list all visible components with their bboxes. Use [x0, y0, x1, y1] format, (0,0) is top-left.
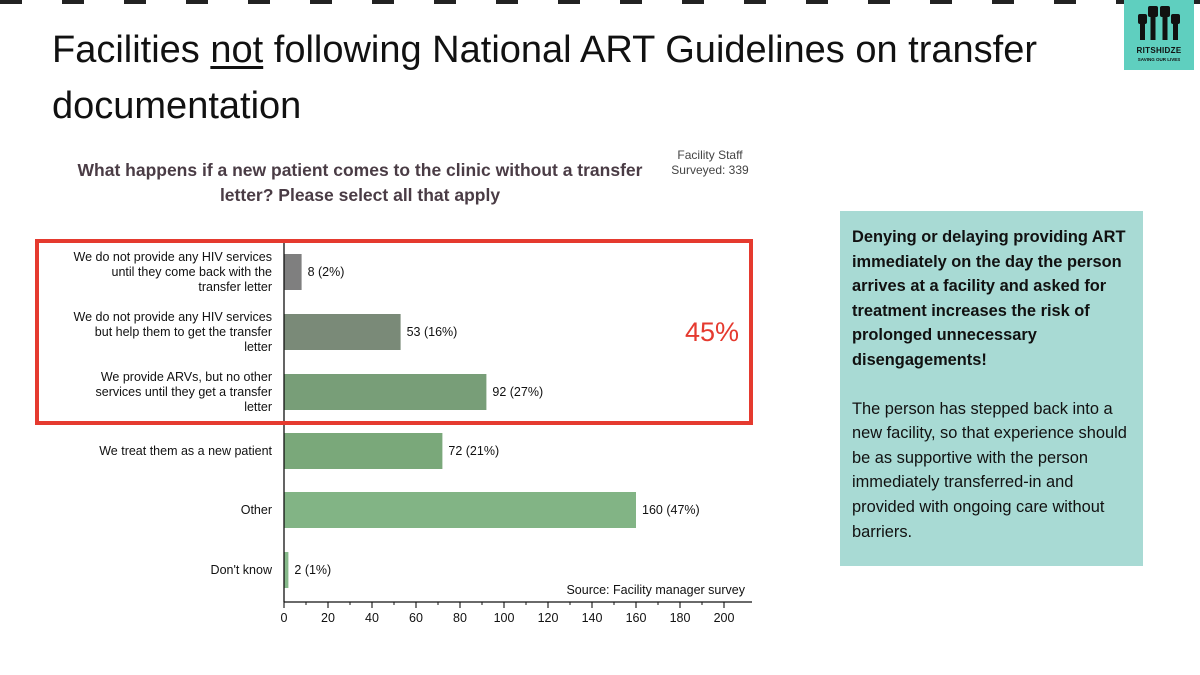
chart-source: Source: Facility manager survey	[566, 583, 745, 597]
key-message-body: The person has stepped back into a new facility, so that experience should be as supportive with the person immediately transferred-in and provided with ongoing care without barriers.	[852, 399, 1127, 541]
category-label-1-2: letter	[244, 340, 272, 354]
bar-4	[284, 492, 636, 528]
category-label-0-2: transfer letter	[198, 280, 272, 294]
category-label-2-1: services until they get a transfer	[95, 385, 272, 399]
category-label-0-0: We do not provide any HIV services	[73, 250, 272, 264]
bar-value-label-1: 53 (16%)	[406, 325, 458, 339]
highlight-percentage: 45%	[684, 317, 740, 347]
bar-2	[284, 374, 486, 410]
x-tick-label-60: 60	[409, 611, 423, 625]
bar-3	[284, 433, 442, 469]
category-label-1-0: We do not provide any HIV services	[73, 310, 272, 324]
x-tick-label-180: 180	[669, 611, 691, 625]
category-label-1-1: but help them to get the transfer	[94, 325, 272, 339]
category-label-4-0: Other	[240, 503, 272, 517]
bar-value-label-0: 8 (2%)	[307, 265, 345, 279]
category-label-3-0: We treat them as a new patient	[99, 444, 272, 458]
title-underlined-word: not	[210, 29, 264, 71]
bar-1	[284, 314, 401, 350]
chart-title: What happens if a new patient comes to the clinic without a transfer letter? Please select all that apply	[77, 160, 643, 205]
bar-value-label-3: 72 (21%)	[448, 444, 500, 458]
x-tick-label-160: 160	[625, 611, 647, 625]
x-tick-label-100: 100	[493, 611, 515, 625]
bar-0	[284, 254, 302, 290]
category-label-5-0: Don't know	[210, 563, 272, 577]
key-message-bold: Denying or delaying providing ART immediately on the day the person arrives at a facility and asked for treatment increases the risk of prolonged unnecessary disengagements!	[852, 228, 1126, 369]
bar-value-label-5: 2 (1%)	[294, 563, 332, 577]
category-label-0-1: until they come back with the	[111, 265, 272, 279]
x-tick-label-40: 40	[365, 611, 379, 625]
x-tick-label-20: 20	[321, 611, 335, 625]
slide-title: Facilities not following National ART Guidelines on transfer documentation	[52, 29, 1038, 127]
logo-tagline: SAVING OUR LIVES	[1137, 57, 1181, 62]
x-tick-label-120: 120	[537, 611, 559, 625]
logo-name: RITSHIDZE	[1136, 46, 1182, 55]
key-message-panel	[840, 211, 1143, 566]
x-tick-label-200: 200	[713, 611, 735, 625]
bar-value-label-2: 92 (27%)	[492, 385, 544, 399]
x-tick-label-0: 0	[280, 611, 288, 625]
bar-5	[284, 552, 288, 588]
x-tick-label-140: 140	[581, 611, 603, 625]
category-label-2-2: letter	[244, 400, 272, 414]
bar-value-label-4: 160 (47%)	[642, 503, 700, 517]
category-label-2-0: We provide ARVs, but no other	[100, 370, 272, 384]
staff-surveyed-note: Facility Staff Surveyed: 339	[671, 148, 749, 177]
x-tick-label-80: 80	[453, 611, 467, 625]
